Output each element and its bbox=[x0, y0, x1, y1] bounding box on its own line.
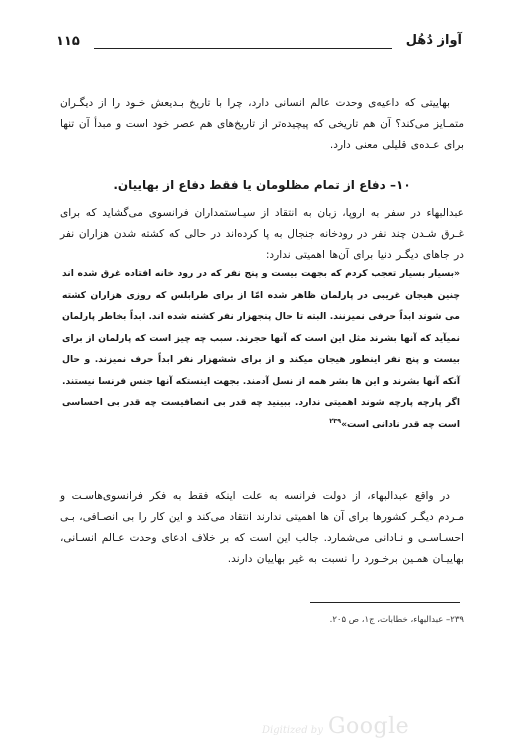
section-heading: ۱۰– دفاع از تمام مظلومان یا فقط دفاع از بهاییان. bbox=[113, 178, 411, 192]
closing-paragraph: در واقع عبدالبهاء، از دولت فرانسه به علت اینکه فقط به فکر فرانسوی‌هاسـت و مـردم دیگـر کشورها برای آن ها اهمیتی ندارند انتقاد می‌کند و این کار را بی انصـافی، بـی احسـاسـی و نـادانی می‌شمارد. جالب این است که بر خلاف ادعای وحدت عـالم انسـانی، بهاییـان همـین برخـورد را نسبت به غیر بهاییان دارند. bbox=[60, 490, 464, 565]
watermark-logo: Google bbox=[327, 714, 410, 739]
body-paragraph: عبدالبهاء در سفر به اروپا، زبان به انتقاد از سیـاستمداران فرانسوی می‌گشاید که برای غـرق شـدن چند نفر در رودخانه جنجال به پا کرده‌اند در حالی که کشته شدن هزاران نفر در جاهای دیگـر دنیا برای آن‌ها اهمیتی ندارد: bbox=[60, 207, 464, 261]
block-quote bbox=[62, 263, 460, 435]
footnote: ۲۳۹– عبدالبهاء، خطابات، ج۱، ص ۲۰۵. bbox=[329, 615, 464, 625]
page-number: ۱۱۵ bbox=[56, 34, 80, 49]
running-header bbox=[56, 34, 462, 56]
intro-paragraph: بهاییتی که داعیه‌ی وحدت عالم انسانی دارد، چرا با تاریخ بـدیعش خـود را از دیگـران متمـایز می‌کند؟ آن هم تاریخی که پیچیده‌تر از تاریخ‌های هم عصر خود است و مبدأ آن تنها برای عـده‌ی قلیلی معنی دارد. bbox=[60, 97, 464, 151]
footnote-separator bbox=[310, 602, 460, 603]
header-rule bbox=[94, 48, 392, 49]
watermark-prefix: Digitized by bbox=[262, 725, 323, 736]
quote-text: «بسیار بسیار تعجب کردم که بجهت بیست و پنج نفر که در رود خانه افتاده غرق شده اند چنین هیجان غریبی در پارلمان ظاهر شده امّا از برای طرابلس که روزی هزاران کشته می شوند ابداً حرفی نمیزنند. البته تا حال پنجهزار نفر کشته شده اند. ابداً بخاطر پارلمان نمیآید که آنها بشرند مثل این است که آنها حجرند. سبب چه چیز است که پارلمان از برای بیست و پنج نفر اینطور هیجان میکند و از برای ششهزار نفر ابداً حرف نمیزند. و حال آنکه آنها بشرند و این ها بشر همه از نسل آدمند. بجهت اینستکه آنها جنس فرنسا نیستند. اگر پارچه پارچه شوند اهمیتی ندارد. ببینید چه قدر بی انصافیست چه قدر بی احساسی است چه قدر نادانی است» bbox=[62, 268, 460, 430]
footnote-reference: ۲۳۹ bbox=[329, 416, 342, 425]
scan-watermark bbox=[262, 714, 409, 739]
running-title: آواز دُهُل bbox=[405, 33, 462, 48]
